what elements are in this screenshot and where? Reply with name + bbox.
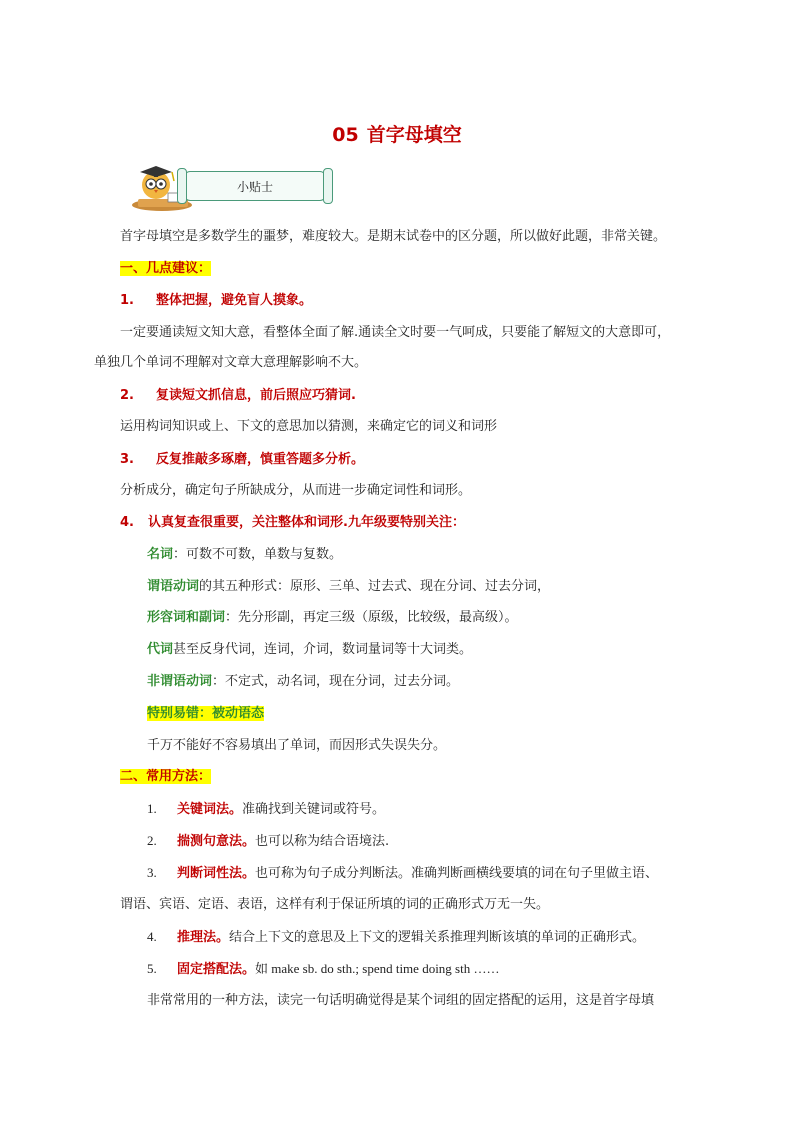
- section1-heading: 一、几点建议：: [120, 261, 212, 276]
- method-item-4: 4. 推理法。结合上下文的意思及上下文的逻辑关系推理判断该填的单词的正确形式。: [147, 929, 646, 945]
- advice-3-body: 分析成分，确定句子所缺成分，从而进一步确定词性和词形。: [120, 483, 472, 498]
- special-note-heading: 特别易错：被动语态: [147, 706, 265, 721]
- advice-1-body: 一定要通读短文知大意，看整体全面了解.通读全文时要一气呵成，只要能了解短文的大意即可，: [120, 325, 671, 340]
- advice-item-1: 1. 整体把握，避免盲人摸象。: [120, 293, 313, 308]
- method-item-1: 1. 关键词法。准确找到关键词或符号。: [147, 801, 386, 817]
- sub-item-verb: 谓语动词的其五种形式：原形、三单、过去式、现在分词、过去分词，: [147, 579, 551, 594]
- section2-heading: 二、常用方法：: [120, 769, 212, 784]
- advice-item-2: 2. 复读短文抓信息，前后照应巧猜词.: [120, 388, 356, 403]
- method-item-3: 3. 判断词性法。也可称为句子成分判断法。准确判断画横线要填的词在句子里做主语、: [147, 865, 659, 881]
- sub-item-adj-adv: 形容词和副词：先分形副，再定三级（原级，比较级，最高级）。: [147, 610, 518, 625]
- method-item-2: 2. 揣测句意法。也可以称为结合语境法.: [147, 833, 390, 849]
- tip-scroll: [184, 171, 326, 201]
- sub-item-pronoun: 代词甚至反身代词，连词，介词，数词量词等十大词类。: [147, 642, 473, 657]
- title-text: 首字母填空: [366, 124, 462, 146]
- closing-paragraph: 非常常用的一种方法，读完一句话明确觉得是某个词组的固定搭配的运用，这是首字母填: [147, 993, 655, 1008]
- page-title: [0, 120, 794, 147]
- advice-item-3: 3. 反复推敲多琢磨，慎重答题多分析。: [120, 452, 365, 467]
- method-3-body-cont: 谓语、宾语、定语、表语，这样有利于保证所填的词的正确形式万无一失。: [120, 897, 550, 912]
- tip-banner: [128, 163, 328, 213]
- sub-item-nonfinite: 非谓语动词：不定式，动名词，现在分词，过去分词。: [147, 674, 460, 689]
- method-item-5: 5. 固定搭配法。如 make sb. do sth.; spend time doing sth ……: [147, 961, 500, 977]
- tip-label: 小贴士: [236, 179, 273, 194]
- advice-1-body-cont: 单独几个单词不理解对文章大意理解影响不大。: [94, 355, 368, 370]
- intro-paragraph: 首字母填空是多数学生的噩梦，难度较大。是期末试卷中的区分题，所以做好此题，非常关键。: [120, 229, 667, 244]
- sub-item-noun: 名词：可数不可数，单数与复数。: [147, 547, 343, 562]
- advice-2-body: 运用构词知识或上、下文的意思加以猜测，来确定它的词义和词形: [120, 419, 498, 434]
- title-number: 05: [332, 124, 359, 146]
- advice-item-4: 4. 认真复查很重要，关注整体和词形.九年级要特别关注：: [120, 515, 465, 530]
- special-note-body: 千万不能好不容易填出了单词，而因形式失误失分。: [147, 738, 447, 753]
